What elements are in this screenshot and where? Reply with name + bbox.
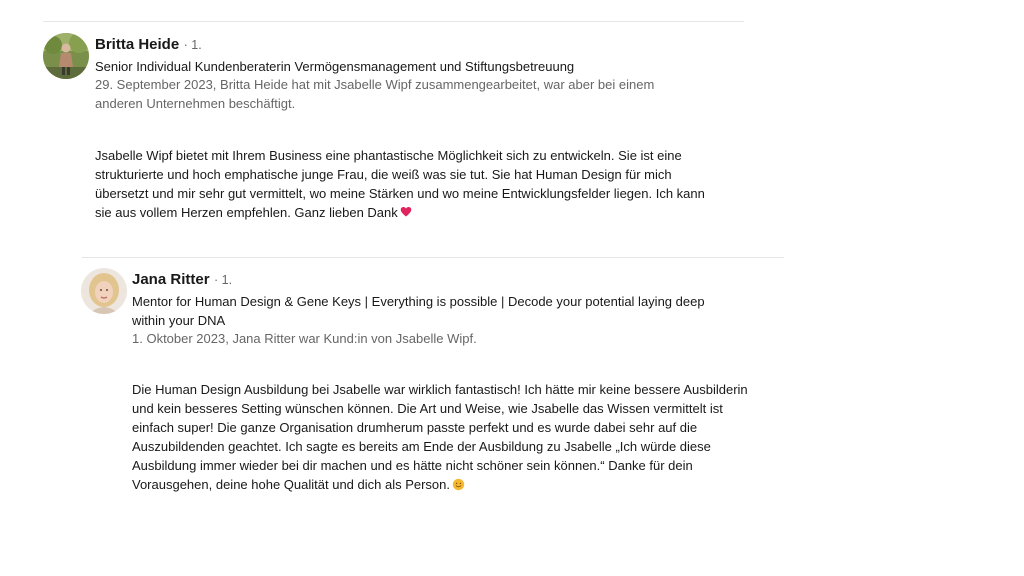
avatar[interactable] [43, 33, 89, 79]
recommendation-text [132, 380, 748, 494]
recommendation-text-content: Jsabelle Wipf bietet mit Ihrem Business eine phantastische Möglichkeit sich zu entwickeln. Sie ist eine strukturierte und hoch emphatische junge Frau, die weiß was sie tut. Sie hat Human Design für mich übersetzt und mir sehr gut vermittelt, wo meine Stärken und wo meine Entwicklungsfelder liegen. Ich kann sie aus vollem Herzen empfehlen. Ganz lieben Dank [95, 148, 705, 220]
red-heart-icon [400, 206, 412, 218]
recommendation-meta: 29. September 2023, Britta Heide hat mit Jsabelle Wipf zusammengearbeitet, war aber bei einem anderen Unternehmen beschäftigt. [95, 77, 655, 111]
avatar[interactable] [81, 268, 127, 314]
recommendation-meta: 1. Oktober 2023, Jana Ritter war Kund:in von Jsabelle Wipf. [132, 331, 477, 346]
avatar-photo-icon [43, 33, 89, 79]
recommendation-text [95, 146, 721, 222]
separator-divider [82, 257, 784, 258]
recommender-name[interactable]: Jana Ritter [132, 271, 210, 288]
recommender-name[interactable]: Britta Heide [95, 36, 180, 53]
connection-degree: · 1. [183, 38, 202, 52]
top-divider [43, 21, 744, 22]
connection-degree: · 1. [213, 273, 233, 287]
recommender-headline: Mentor for Human Design & Gene Keys | Everything is possible | Decode your potential laying deep within your DNA [132, 294, 705, 328]
avatar-photo-icon [81, 268, 127, 314]
recommender-headline: Senior Individual Kundenberaterin Vermögensmanagement und Stiftungsbetreuung [95, 59, 575, 74]
smiling-face-icon [452, 478, 465, 491]
recommendation-text-content: Die Human Design Ausbildung bei Jsabelle war wirklich fantastisch! Ich hätte mir keine bessere Ausbilderin und kein besseres Setting wünschen können. Die Art und Weise, wie Jsabelle das Wissen vermittelt ist einfach super! Die ganze Organisation drumherum passte perfekt und es wurde dabei sehr auf die Auszubildenden geachtet. Ich sagte es bereits am Ende der Ausbildung zu Jsabelle „Ich würde diese Ausbildung immer wieder bei dir machen und es hätte nicht schöner sein können.“ Danke für dein Vorausgehen, deine hohe Qualität und dich als Person. [132, 382, 748, 492]
